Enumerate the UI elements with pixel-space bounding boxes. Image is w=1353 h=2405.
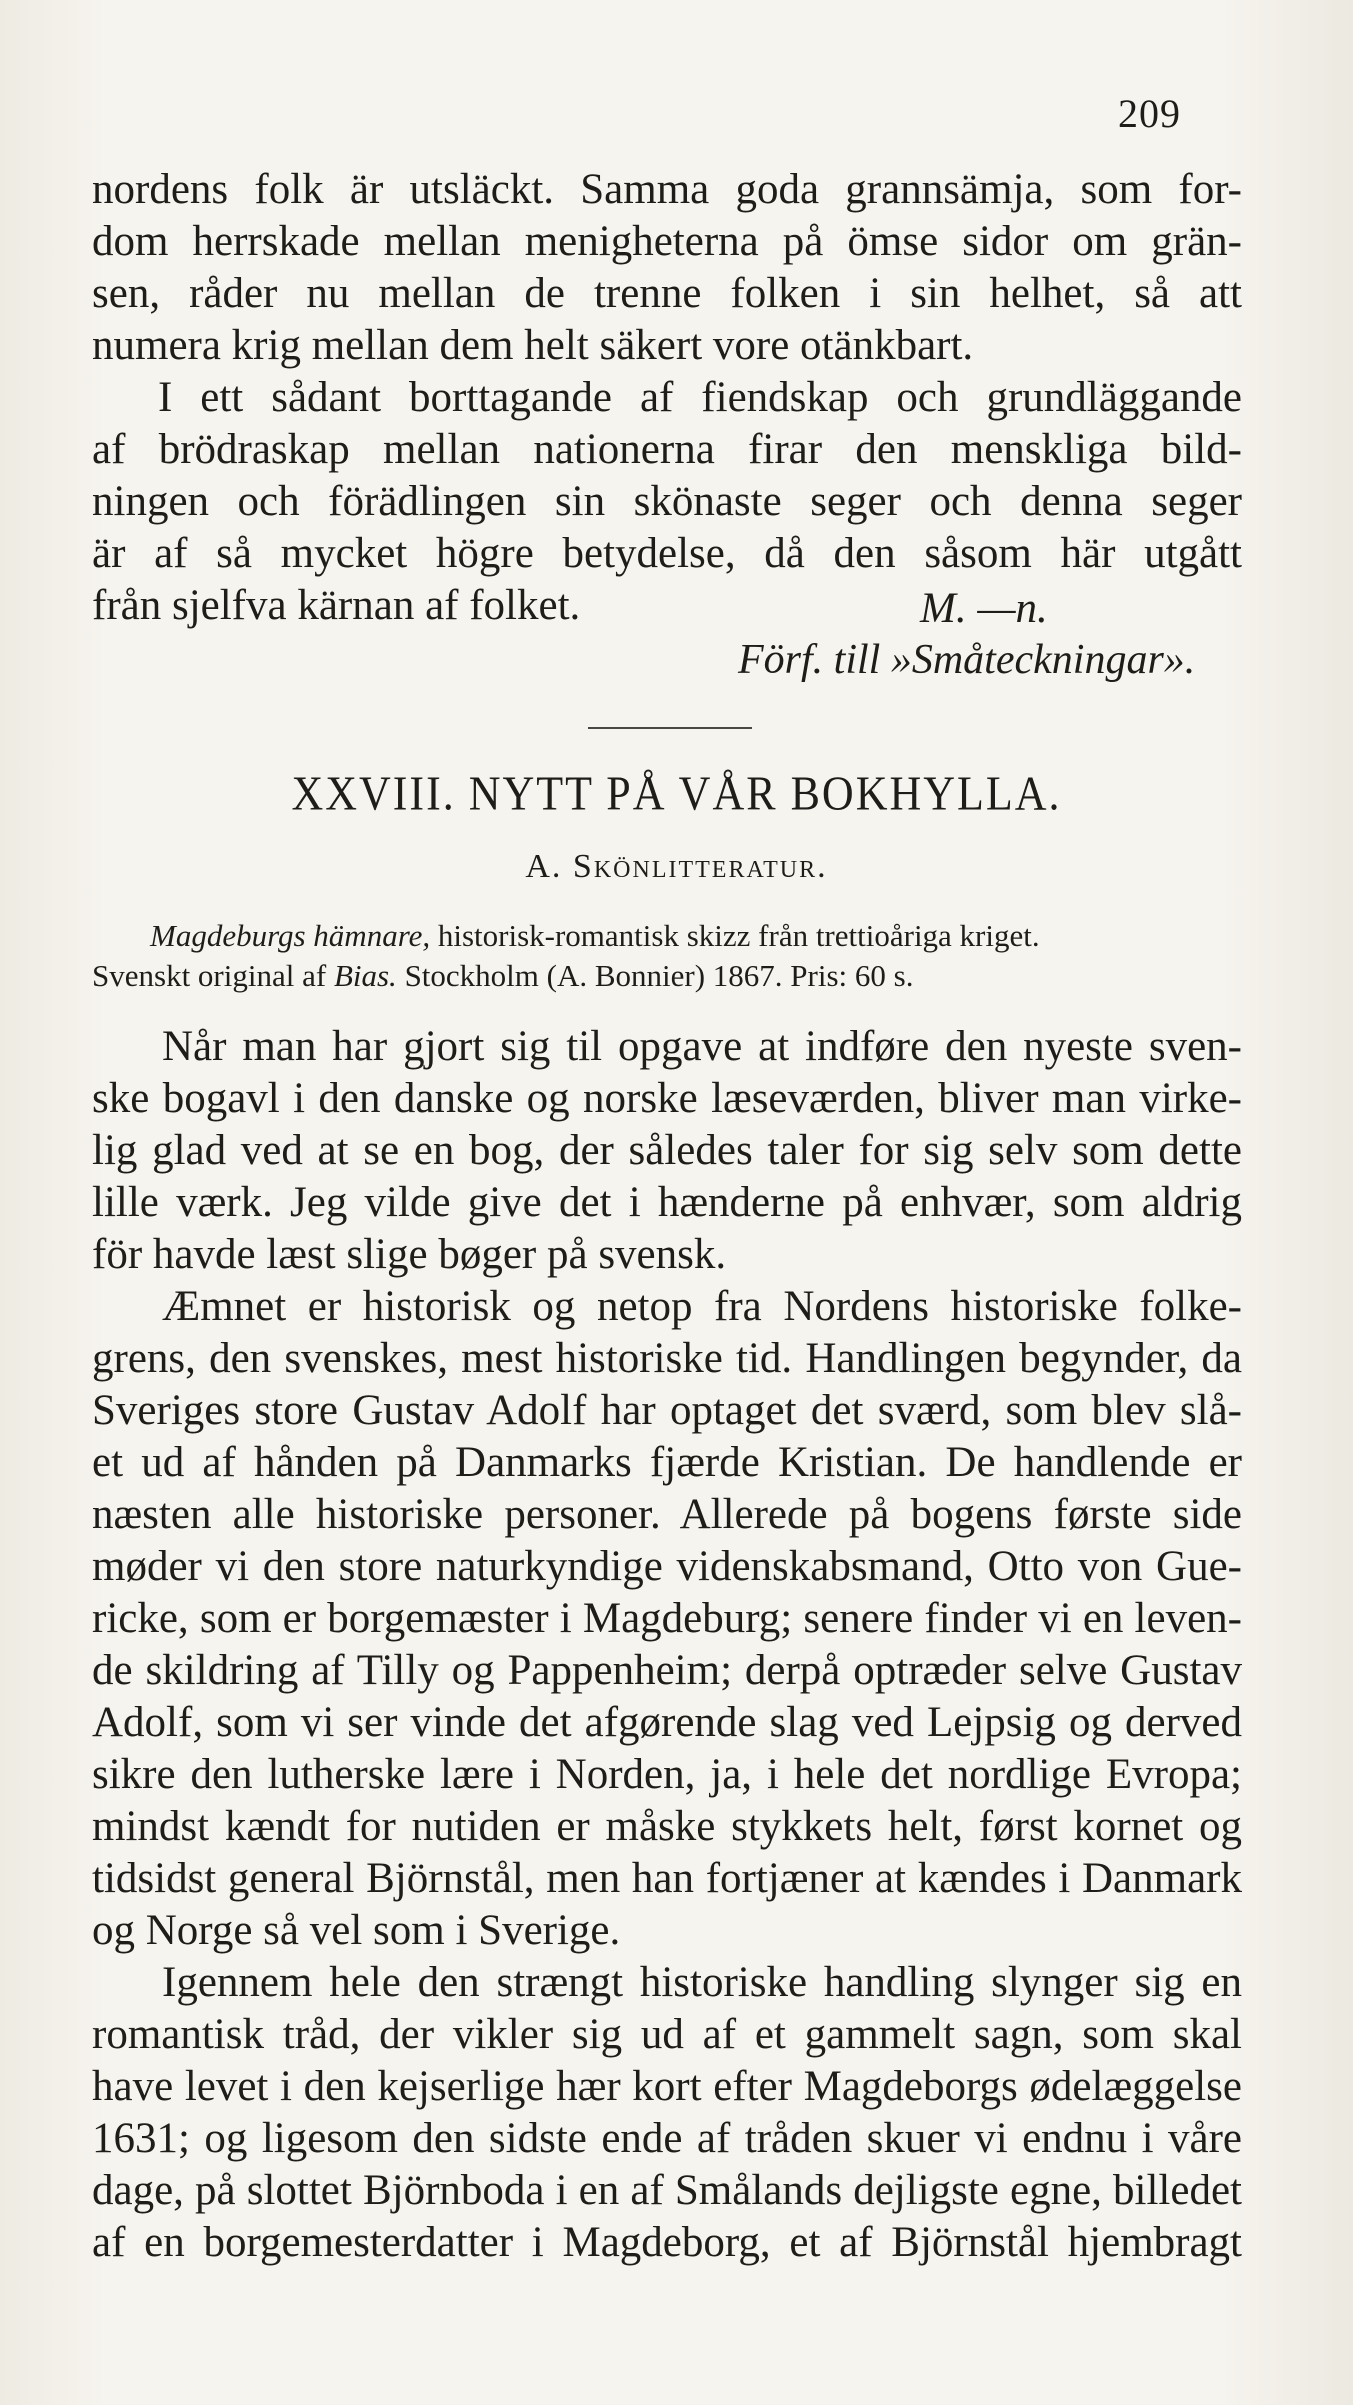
signature-initials: M. —n. (920, 585, 1048, 632)
text-line: sen, råder nu mellan de trenne folken i sin helhet, så att (92, 270, 1242, 317)
review-line: mindst kændt for nutiden er måske stykkets helt, først kornet og (92, 1803, 1242, 1850)
review-line: Æmnet er historisk og netop fra Nordens historiske folke- (162, 1283, 1242, 1330)
review-line: 1631; og ligesom den sidste ende af tråden skuer vi endnu i våre (92, 2115, 1242, 2162)
review-line: tidsidst general Björnstål, men han fortjæner at kændes i Danmark (92, 1855, 1242, 1902)
book-description: historisk-romantisk skizz från trettioåriga kriget. (437, 918, 1040, 953)
review-line: et ud af hånden på Danmarks fjærde Kristian. De handlende er (92, 1439, 1242, 1486)
review-line: Adolf, som vi ser vinde det afgørende slag ved Lejpsig og derved (92, 1699, 1242, 1746)
review-line: sikre den lutherske lære i Norden, ja, i hele det nordlige Evropa; (92, 1751, 1242, 1798)
book-reference-line-2 (92, 960, 913, 991)
text-line: numera krig mellan dem helt säkert vore otänkbart. (92, 322, 974, 369)
signature-source: Förf. till »Småteckningar». (738, 637, 1196, 683)
review-line: af en borgemesterdatter i Magdeborg, et af Björnstål hjembragt (92, 2219, 1242, 2266)
text-line: är af så mycket högre betydelse, då den såsom här utgått (92, 530, 1242, 577)
review-line: för havde læst slige bøger på svensk. (92, 1231, 727, 1278)
review-line: grens, den svenskes, mest historiske tid. Handlingen begynder, da (92, 1335, 1242, 1382)
text-line: I ett sådant borttagande af fiendskap och grundläggande (158, 374, 1242, 421)
review-line: dage, på slottet Björnboda i en af Smålands dejligste egne, billedet (92, 2167, 1242, 2214)
book-author: Bias. (333, 958, 397, 993)
subsection-heading: A. Skönlitteratur. (525, 848, 828, 885)
review-line: lig glad ved at se en bog, der således taler for sig selv som dette (92, 1127, 1242, 1174)
review-line: ske bogavl i den danske og norske læseværden, bliver man virke- (92, 1075, 1242, 1122)
book-title: Magdeburgs hämnare, (150, 918, 431, 953)
review-line: have levet i den kejserlige hær kort efter Magdeborgs ødelæggelse (92, 2063, 1242, 2110)
text-line: dom herrskade mellan menigheterna på ömse sidor om grän- (92, 218, 1242, 265)
review-line: og Norge så vel som i Sverige. (92, 1907, 621, 1954)
text-line: ningen och förädlingen sin skönaste seger och denna seger (92, 478, 1242, 525)
text-line: från sjelfva kärnan af folket. (92, 582, 581, 629)
review-line: romantisk tråd, der vikler sig ud af et gammelt sagn, som skal (92, 2011, 1242, 2058)
review-line: lille værk. Jeg vilde give det i hænderne på enhvær, som aldrig (92, 1179, 1242, 1226)
book-publisher: Stockholm (A. Bonnier) 1867. Pris: 60 s. (404, 958, 914, 993)
review-line: Når man har gjort sig til opgave at indføre den nyeste sven- (162, 1023, 1242, 1070)
book-reference-line-1 (150, 920, 1040, 951)
section-divider (588, 727, 752, 729)
review-line: Sveriges store Gustav Adolf har optaget det sværd, som blev slå- (92, 1387, 1242, 1434)
section-heading: XXVIII. NYTT PÅ VÅR BOKHYLLA. (291, 766, 1062, 821)
review-line: de skildring af Tilly og Pappenheim; derpå optræder selve Gustav (92, 1647, 1242, 1694)
review-line: næsten alle historiske personer. Allerede på bogens første side (92, 1491, 1242, 1538)
review-line: møder vi den store naturkyndige videnskabsmand, Otto von Gue- (92, 1543, 1242, 1590)
page-number: 209 (1118, 91, 1181, 136)
book-origin: Svenskt original af (92, 958, 327, 993)
text-line: nordens folk är utsläckt. Samma goda grannsämja, som for- (92, 166, 1242, 213)
text-line: af brödraskap mellan nationerna firar den menskliga bild- (92, 426, 1242, 473)
review-line: ricke, som er borgemæster i Magdeburg; senere finder vi en leven- (92, 1595, 1242, 1642)
review-line: Igennem hele den strængt historiske handling slynger sig en (162, 1959, 1242, 2006)
